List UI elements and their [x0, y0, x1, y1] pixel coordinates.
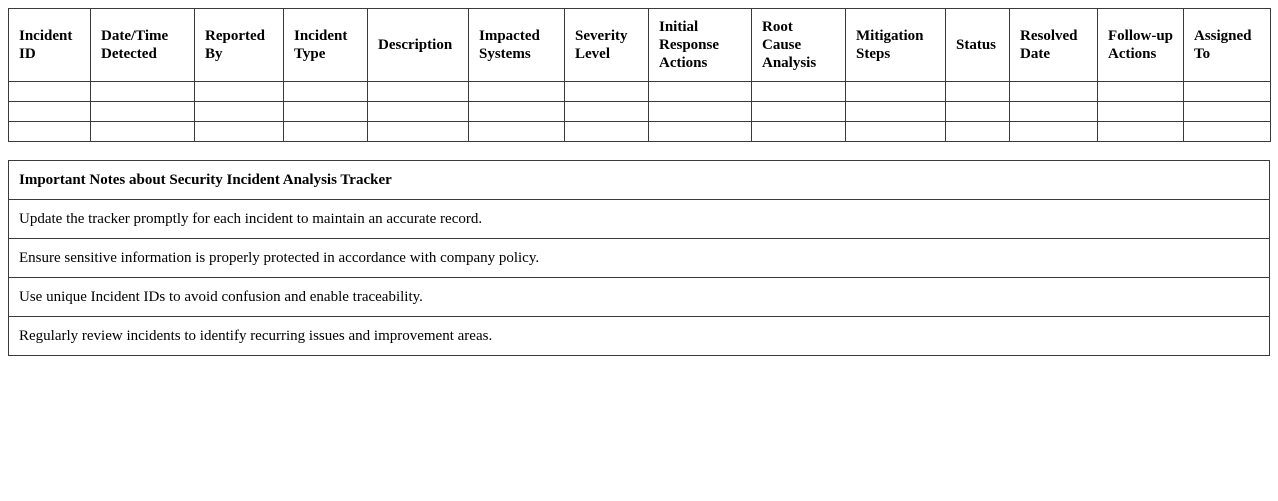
notes-title: Important Notes about Security Incident Analysis Tracker [9, 161, 1270, 200]
header-resolved-date: Resolved Date [1010, 9, 1098, 82]
table-cell[interactable] [1098, 102, 1184, 122]
table-cell[interactable] [565, 82, 649, 102]
header-incident-type: Incident Type [284, 9, 368, 82]
note-item: Regularly review incidents to identify recurring issues and improvement areas. [9, 317, 1270, 356]
table-cell[interactable] [469, 82, 565, 102]
table-cell[interactable] [91, 122, 195, 142]
table-cell[interactable] [368, 82, 469, 102]
note-item: Update the tracker promptly for each incident to maintain an accurate record. [9, 200, 1270, 239]
header-assigned-to: Assigned To [1184, 9, 1271, 82]
table-cell[interactable] [469, 122, 565, 142]
table-cell[interactable] [565, 102, 649, 122]
table-cell[interactable] [752, 122, 846, 142]
header-mitigation-steps: Mitigation Steps [846, 9, 946, 82]
table-cell[interactable] [1098, 82, 1184, 102]
table-cell[interactable] [649, 82, 752, 102]
table-cell[interactable] [946, 82, 1010, 102]
table-cell[interactable] [946, 122, 1010, 142]
header-date-time-detected: Date/Time Detected [91, 9, 195, 82]
table-cell[interactable] [91, 102, 195, 122]
notes-title-row [9, 161, 1270, 200]
header-follow-up-actions: Follow-up Actions [1098, 9, 1184, 82]
table-cell[interactable] [284, 102, 368, 122]
table-cell[interactable] [565, 122, 649, 142]
table-cell[interactable] [469, 102, 565, 122]
table-cell[interactable] [91, 82, 195, 102]
header-initial-response-actions: Initial Response Actions [649, 9, 752, 82]
note-item: Ensure sensitive information is properly protected in accordance with company policy. [9, 239, 1270, 278]
note-item: Use unique Incident IDs to avoid confusion and enable traceability. [9, 278, 1270, 317]
table-cell[interactable] [846, 82, 946, 102]
table-cell[interactable] [195, 82, 284, 102]
table-cell[interactable] [368, 102, 469, 122]
header-incident-id: Incident ID [9, 9, 91, 82]
header-root-cause-analysis: Root Cause Analysis [752, 9, 846, 82]
table-cell[interactable] [9, 122, 91, 142]
table-cell[interactable] [1098, 122, 1184, 142]
table-cell[interactable] [1010, 122, 1098, 142]
table-row [9, 122, 1271, 142]
header-status: Status [946, 9, 1010, 82]
header-description: Description [368, 9, 469, 82]
table-cell[interactable] [284, 122, 368, 142]
header-severity-level: Severity Level [565, 9, 649, 82]
table-header-row [9, 9, 1271, 82]
table-cell[interactable] [9, 82, 91, 102]
table-cell[interactable] [1184, 122, 1271, 142]
table-row [9, 102, 1271, 122]
table-cell[interactable] [649, 102, 752, 122]
table-cell[interactable] [1184, 102, 1271, 122]
table-cell[interactable] [1010, 102, 1098, 122]
table-cell[interactable] [846, 102, 946, 122]
notes-row [9, 317, 1270, 356]
table-cell[interactable] [946, 102, 1010, 122]
table-cell[interactable] [1010, 82, 1098, 102]
table-row [9, 82, 1271, 102]
table-cell[interactable] [195, 102, 284, 122]
table-cell[interactable] [752, 82, 846, 102]
table-cell[interactable] [368, 122, 469, 142]
table-cell[interactable] [846, 122, 946, 142]
header-reported-by: Reported By [195, 9, 284, 82]
notes-row [9, 239, 1270, 278]
table-cell[interactable] [752, 102, 846, 122]
notes-row [9, 200, 1270, 239]
table-cell[interactable] [649, 122, 752, 142]
table-cell[interactable] [1184, 82, 1271, 102]
notes-row [9, 278, 1270, 317]
table-cell[interactable] [9, 102, 91, 122]
table-cell[interactable] [284, 82, 368, 102]
incident-tracker-table [8, 8, 1271, 142]
header-impacted-systems: Impacted Systems [469, 9, 565, 82]
table-cell[interactable] [195, 122, 284, 142]
notes-table [8, 160, 1270, 356]
